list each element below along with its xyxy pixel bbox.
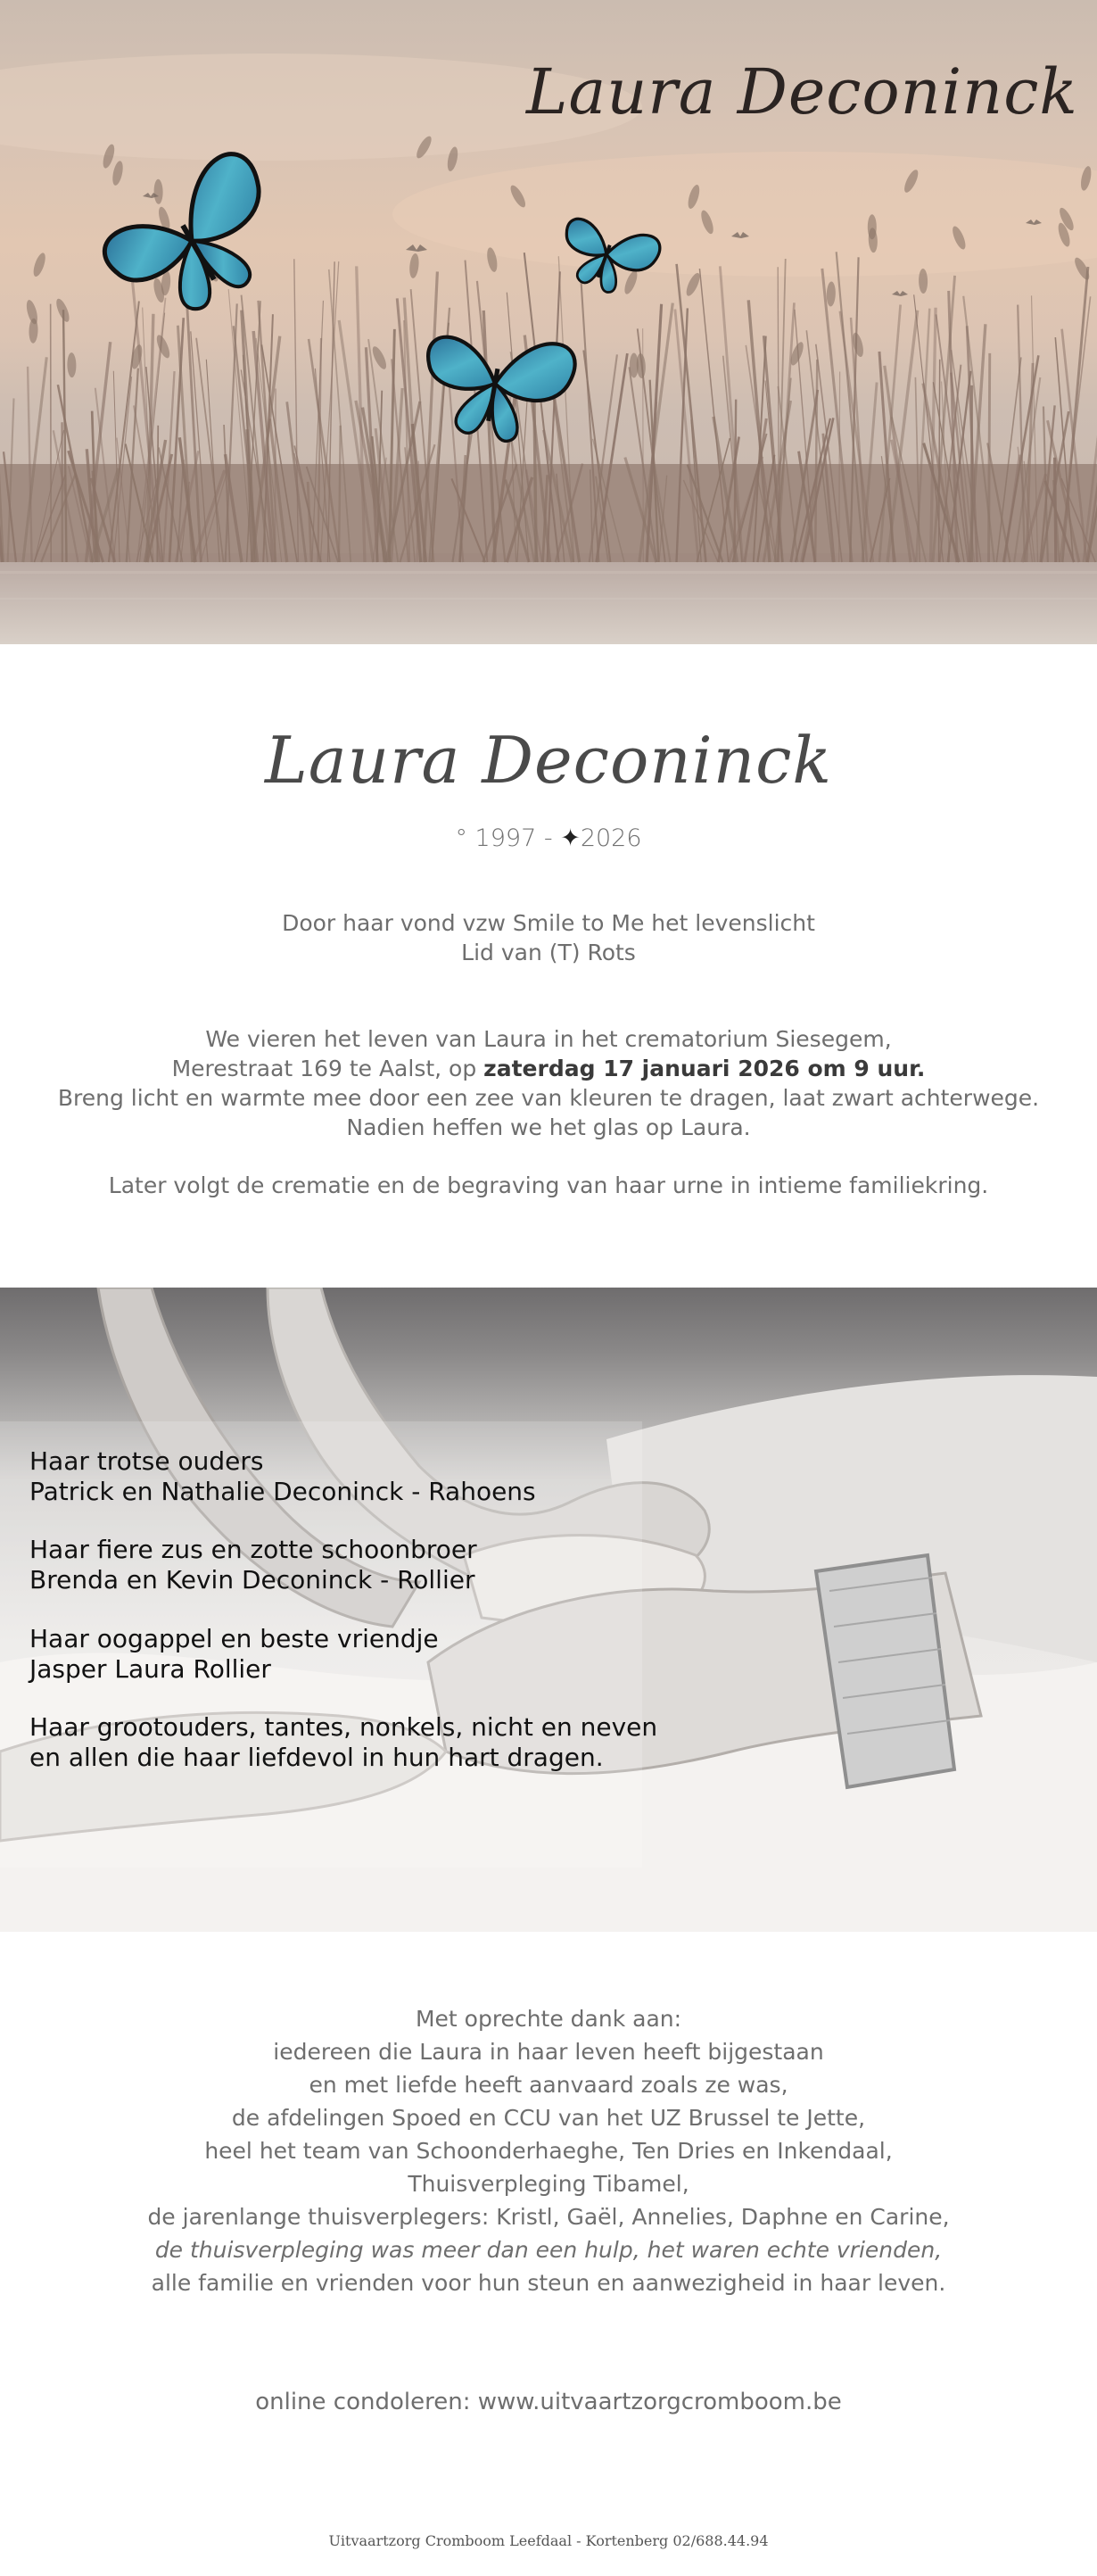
birth-symbol: ° — [455, 824, 467, 852]
family-group-names: en allen die haar liefdevol in hun hart dragen. — [29, 1743, 604, 1772]
family-group-names: Jasper Laura Rollier — [29, 1654, 271, 1684]
thanks-line: de thuisverpleging was meer dan een hulp, het waren echte vrienden, — [154, 2237, 943, 2263]
family-group-names: Patrick en Nathalie Deconinck - Rahoens — [29, 1477, 536, 1506]
cremation-note: Later volgt de crematie en de begraving van haar urne in intieme familiekring. — [108, 1172, 989, 1198]
family-group-names: Brenda en Kevin Deconinck - Rollier — [29, 1565, 475, 1594]
grass-seedhead — [154, 334, 172, 360]
thanks-line: heel het team van Schoonderhaeghe, Ten Dries en Inkendaal, — [204, 2138, 893, 2164]
thanks-text — [0, 2002, 1097, 2299]
family-group — [29, 1712, 657, 1773]
grass-seedhead — [111, 160, 125, 186]
grass-seedhead — [630, 353, 639, 378]
grass-seedhead — [868, 214, 877, 239]
birth-year: 1997 — [474, 824, 537, 852]
family-group — [29, 1624, 439, 1685]
ceremony-line — [0, 1054, 1097, 1083]
grass-seedhead — [623, 269, 640, 296]
grass-blade — [1055, 458, 1056, 562]
hero-title: Laura Deconinck — [526, 55, 1078, 128]
ceremony-line: Breng licht en warmte mee door een zee van kleuren te dragen, laat zwart achterwege. — [57, 1085, 1040, 1111]
grass-blade — [534, 386, 536, 562]
ceremony-line: Nadien heffen we het glas op Laura. — [346, 1114, 751, 1140]
ceremony-date: zaterdag 17 januari 2026 om 9 uur. — [483, 1056, 926, 1081]
thanks-line: Met oprechte dank aan: — [415, 2006, 682, 2032]
family-group — [29, 1446, 536, 1507]
family-group-title: Haar fiere zus en zotte schoonbroer — [29, 1535, 477, 1564]
life-dates — [0, 824, 1097, 852]
thanks-line: de jarenlange thuisverplegers: Kristl, Gaël, Annelies, Daphne en Carine, — [147, 2204, 950, 2230]
condolence-link[interactable]: online condoleren: www.uitvaartzorgcromboom.be — [255, 2389, 842, 2415]
grass-seedhead — [31, 252, 48, 278]
ceremony-line: We vieren het leven van Laura in het crematorium Siesegem, — [205, 1026, 892, 1052]
star-icon: ✦ — [560, 824, 581, 852]
family-photo-section — [0, 1288, 1097, 1932]
intro-line: Lid van (T) Rots — [461, 940, 636, 965]
thanks-line: Thuisverpleging Tibamel, — [408, 2171, 689, 2197]
ceremony-text — [0, 1024, 1097, 1142]
funeral-home-footer: Uitvaartzorg Cromboom Leefdaal - Kortenberg 02/688.44.94 — [328, 2532, 769, 2549]
hands-photo — [0, 1288, 1097, 1932]
family-group-title: Haar trotse ouders — [29, 1446, 264, 1476]
ceremony-address: Merestraat 169 te Aalst, op — [171, 1056, 484, 1081]
family-group-title: Haar grootouders, tantes, nonkels, nicht en neven — [29, 1712, 658, 1742]
thanks-line: en met liefde heeft aanvaard zoals ze was, — [309, 2072, 788, 2098]
grass-seedhead — [684, 271, 703, 298]
family-group — [29, 1535, 477, 1595]
grass-seedhead — [408, 253, 420, 278]
thanks-line: iedereen die Laura in haar leven heeft bijgestaan — [273, 2039, 824, 2065]
death-year: 2026 — [580, 824, 642, 852]
thanks-line: de afdelingen Spoed en CCU van het UZ Brussel te Jette, — [231, 2105, 866, 2131]
family-group-title: Haar oogappel en beste vriendje — [29, 1624, 439, 1653]
grass-seedhead — [826, 281, 836, 306]
intro-text — [0, 908, 1097, 967]
date-separator: - — [536, 824, 561, 852]
grass-seedhead — [24, 299, 39, 326]
grass-seedhead — [67, 352, 76, 377]
intro-line: Door haar vond vzw Smile to Me het levenslicht — [282, 910, 815, 936]
grass-blade — [51, 304, 52, 562]
deceased-name: Laura Deconinck — [264, 723, 833, 798]
grass-seedhead — [153, 179, 162, 204]
thanks-line: alle familie en vrienden voor hun steun en aanwezigheid in haar leven. — [151, 2270, 946, 2296]
hero-banner — [0, 0, 1097, 644]
